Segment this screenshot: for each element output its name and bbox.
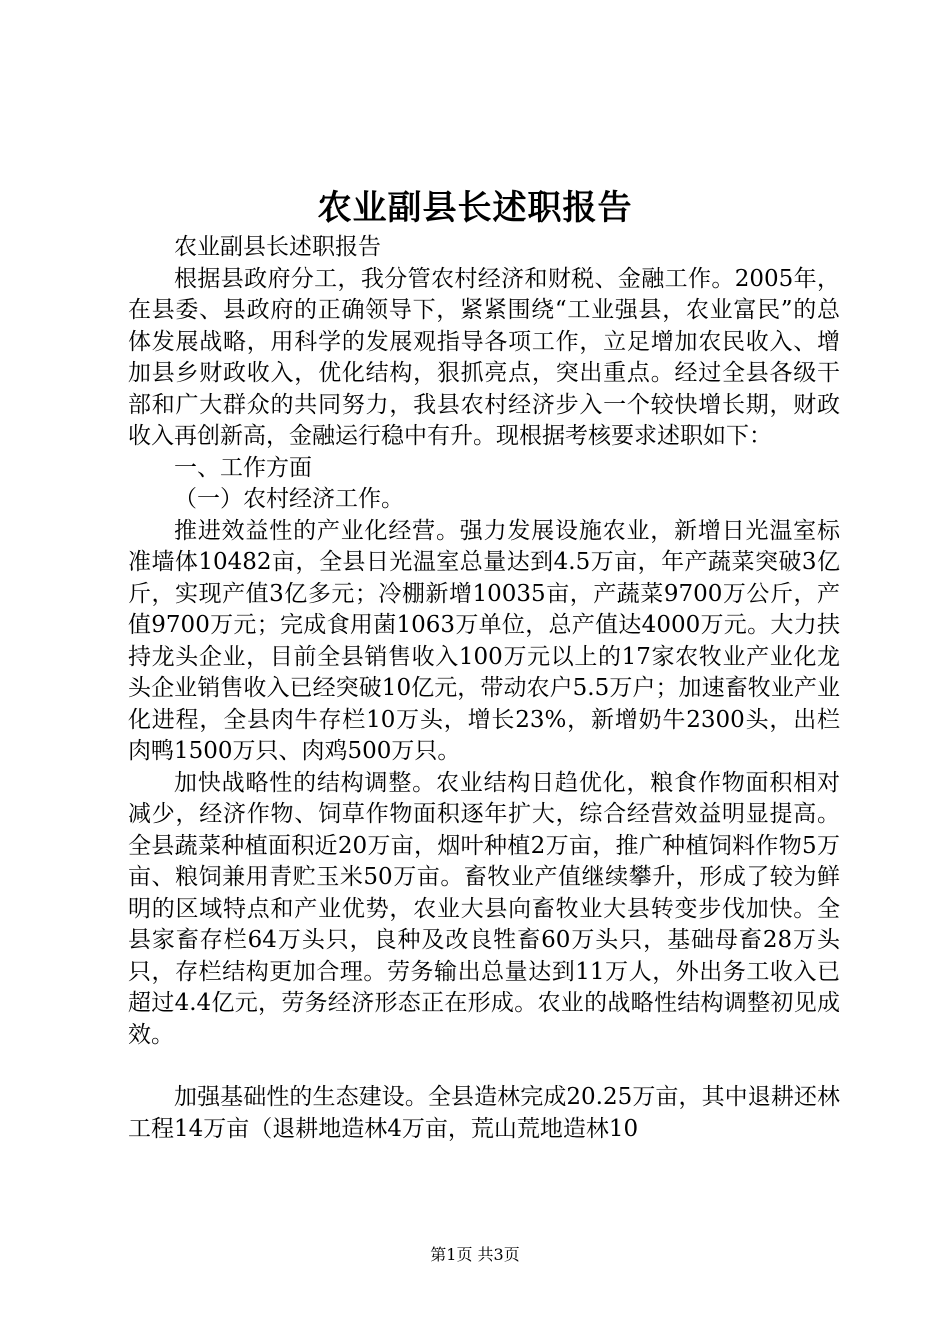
paragraph-industrialization: 推进效益性的产业化经营。强力发展设施农业，新增日光温室标准墙体10482亩，全县日光温室总量达到4.5万亩，年产蔬菜突破3亿斤，实现产值3亿多元；冷棚新增10035亩，产蔬菜9700万公斤，产值9700万元；完成食用菌1063万单位，总产值达4000万元。大力扶持龙头企业，目前全县销售收入100万元以上的17家农牧业产业化龙头企业销售收入已经突破10亿元，带动农户5.5万户；加速畜牧业产业化进程，全县肉牛存栏10万头，增长23%，新增奶牛2300头，出栏肉鸭1500万只、肉鸡500万只。 [128, 517, 840, 764]
document-title: 农业副县长述职报告 [317, 188, 633, 228]
section-heading: 一、工作方面 [174, 454, 312, 481]
paragraph-heading-repeat: 农业副县长述职报告 [174, 234, 381, 260]
subsection-heading: （一）农村经济工作。 [174, 486, 404, 512]
paragraph-structure-adjustment: 加快战略性的结构调整。农业结构日趋优化，粮食作物面积相对减少，经济作物、饲草作物面积逐年扩大，综合经营效益明显提高。全县蔬菜种植面积近20万亩，烟叶种植2万亩，推广种植饲料作物5万亩、粮饲兼用青贮玉米50万亩。畜牧业产值继续攀升，形成了较为鲜明的区域特点和产业优势，农业大县向畜牧业大县转变步伐加快。全县家畜存栏64万头只，良种及改良牲畜60万头只，基础母畜28万头只，存栏结构更加合理。劳务输出总量达到11万人，外出务工收入已超过4.4亿元，劳务经济形态正在形成。农业的战略性结构调整初见成效。 [128, 769, 840, 1048]
page-footer: 第1页 共3页 [430, 1245, 520, 1264]
document-body [128, 232, 840, 1145]
paragraph-intro: 根据县政府分工，我分管农村经济和财税、金融工作。2005年，在县委、县政府的正确领导下，紧紧围绕“工业强县，农业富民”的总体发展战略，用科学的发展观指导各项工作，立足增加农民收入、增加县乡财政收入，优化结构，狠抓亮点，突出重点。经过全县各级干部和广大群众的共同努力，我县农村经济步入一个较快增长期，财政收入再创新高，金融运行稳中有升。现根据考核要求述职如下： [128, 265, 840, 449]
paragraph-ecology: 加强基础性的生态建设。全县造林完成20.25万亩，其中退耕还林工程14万亩（退耕地造林4万亩，荒山荒地造林10 [128, 1084, 840, 1142]
